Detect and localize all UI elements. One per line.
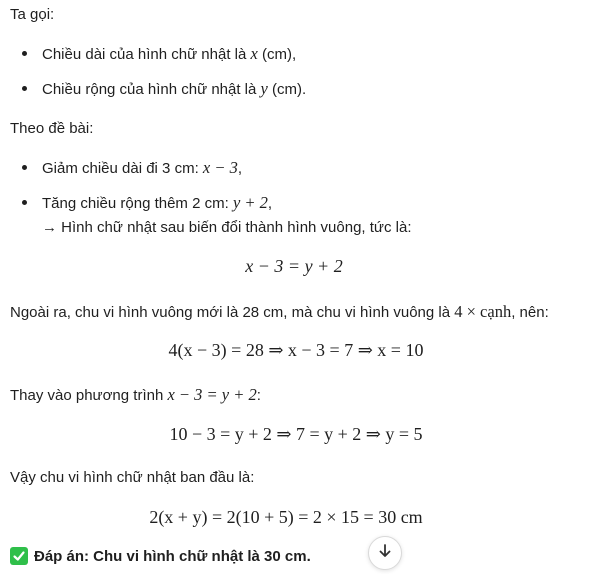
arrow-conclusion-line: → Hình chữ nhật sau biến đổi thành hình vuông, tức là:	[42, 219, 412, 236]
definition-unit: (cm).	[267, 81, 307, 98]
equation-solve-y: 10 − 3 = y + 2 ⇒ 7 = y + 2 ⇒ y = 5	[169, 424, 423, 444]
bullet-dot	[22, 86, 27, 91]
math-expression: y + 2	[232, 193, 268, 212]
math-expression: 4 × cạnh	[454, 302, 512, 321]
definition-unit: (cm),	[257, 46, 297, 63]
math-expression: x − 3	[202, 158, 238, 177]
math-expression: x − 3 = y + 2	[167, 385, 257, 404]
arrow-down-icon	[378, 543, 392, 563]
condition-tail: ,	[267, 195, 273, 212]
definition-text: Chiều dài của hình chữ nhật là	[42, 46, 251, 63]
conclusion-text: Vậy chu vi hình chữ nhật ban đầu là:	[10, 469, 255, 486]
answer-text: Đáp án: Chu vi hình chữ nhật là 30 cm.	[34, 548, 311, 565]
condition-text: Giảm chiều dài đi 3 cm:	[42, 160, 203, 177]
math-variable: x	[250, 44, 258, 63]
check-box-icon	[10, 547, 28, 565]
equation-square-condition: x − 3 = y + 2	[245, 256, 343, 276]
conditions-title: Theo đề bài:	[10, 120, 94, 137]
scroll-down-button[interactable]	[368, 536, 402, 570]
condition-tail: ,	[237, 160, 243, 177]
definition-text: Chiều rộng của hình chữ nhật là	[42, 81, 261, 98]
equation-perimeter: 2(x + y) = 2(10 + 5) = 2 × 15 = 30 cm	[149, 507, 423, 527]
intro-text: Ta gọi:	[10, 6, 55, 23]
bullet-dot	[22, 200, 27, 205]
bullet-dot	[22, 165, 27, 170]
bullet-dot	[22, 51, 27, 56]
answer-line	[10, 547, 311, 565]
equation-solve-x: 4(x − 3) = 28 ⇒ x − 3 = 7 ⇒ x = 10	[168, 340, 424, 360]
math-variable: y	[260, 79, 268, 98]
substitute-text: Thay vào phương trình x − 3 = y + 2:	[10, 385, 261, 404]
perimeter-text: Ngoài ra, chu vi hình vuông mới là 28 cm, mà chu vi hình vuông là 4 × cạnh, nên:	[10, 302, 549, 321]
condition-text: Tăng chiều rộng thêm 2 cm:	[42, 195, 233, 212]
